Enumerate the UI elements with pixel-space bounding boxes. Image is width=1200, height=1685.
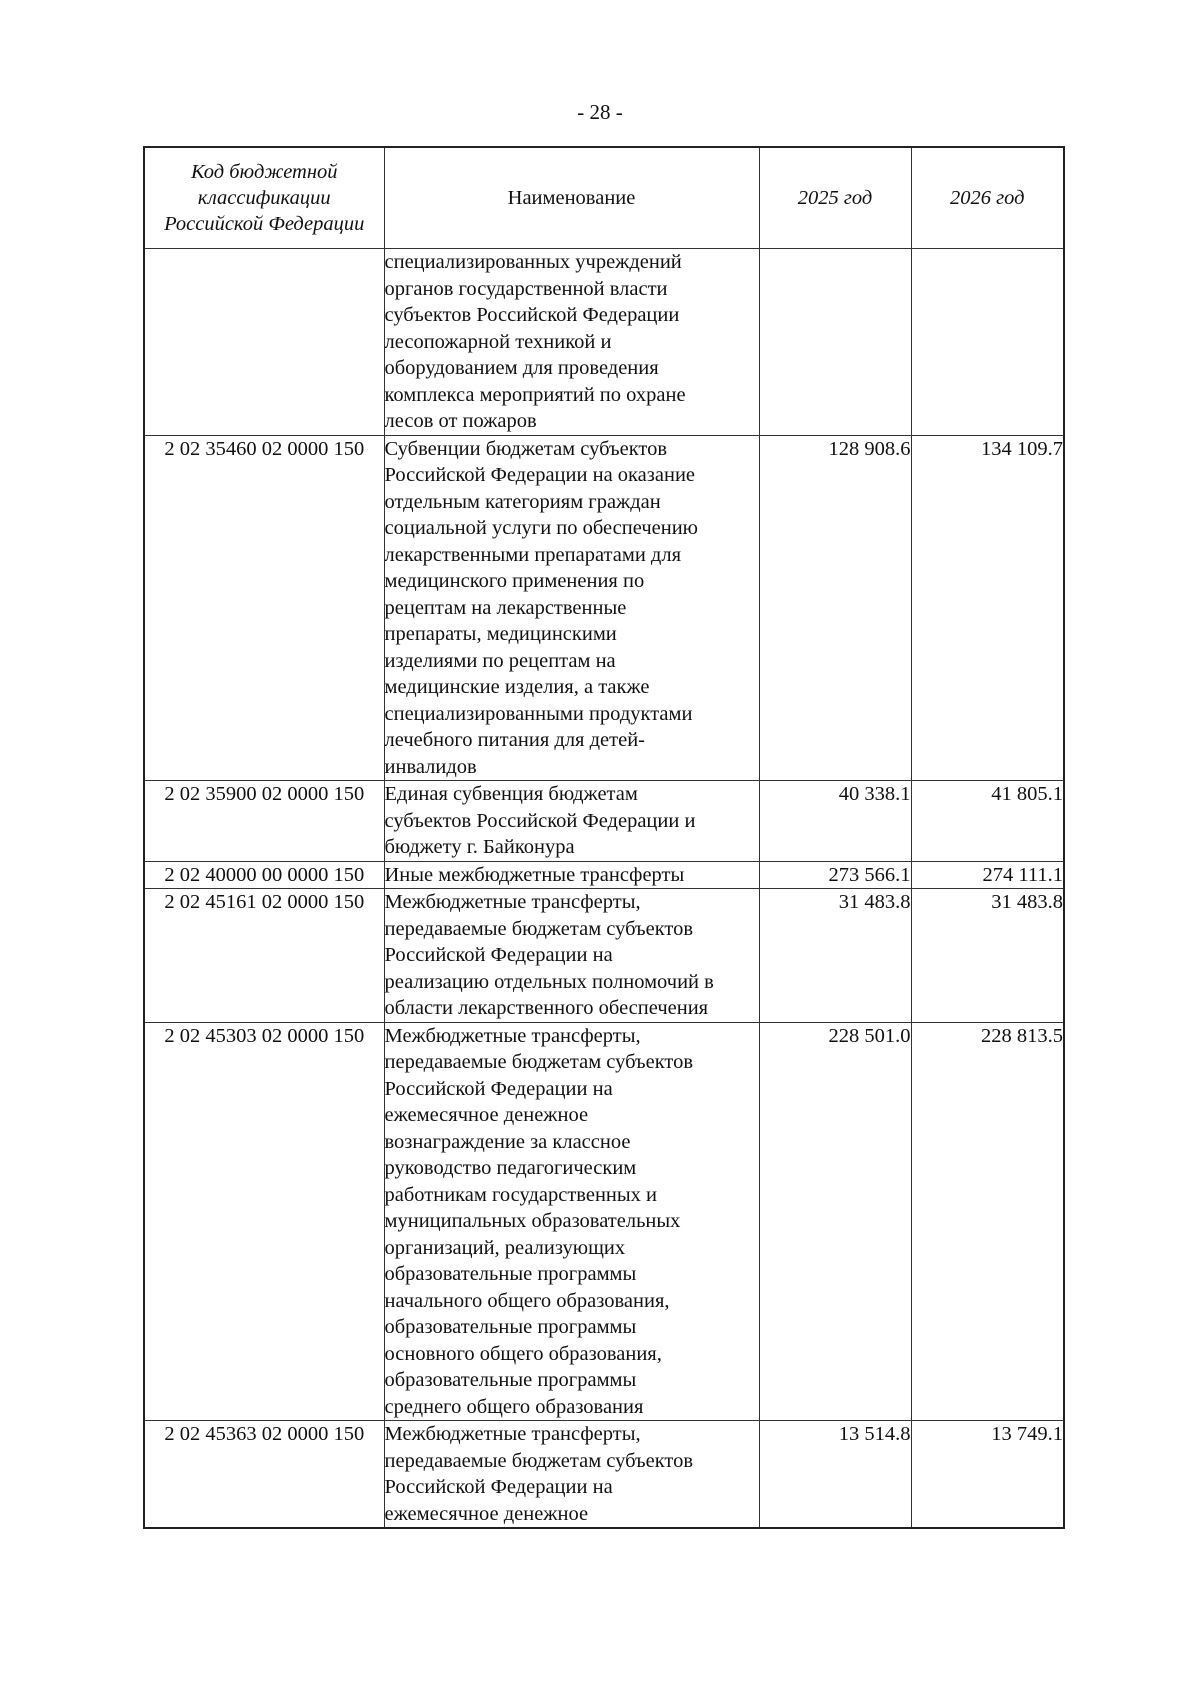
name-cell — [384, 781, 759, 862]
name-line: препараты, медицинскими — [384, 623, 617, 645]
name-line: органов государственной власти — [384, 277, 668, 300]
name-line: медицинские изделия, а также — [384, 676, 650, 698]
table-row — [144, 889, 1064, 1023]
name-line: комплекса мероприятий по охране — [384, 383, 686, 406]
table-row — [144, 1022, 1064, 1421]
name-line: Российской Федерации на — [384, 1476, 613, 1498]
name-line: бюджету г. Байконура — [384, 836, 575, 858]
name-line: среднего общего образования — [384, 1395, 644, 1418]
name-line: Иные межбюджетные трансферты — [384, 863, 685, 886]
name-line: Межбюджетные трансферты, — [384, 891, 641, 913]
name-line: муниципальных образовательных — [384, 1210, 681, 1232]
budget-code-cell: 2 02 45303 02 0000 150 — [144, 1022, 384, 1421]
name-line: Межбюджетные трансферты, — [384, 1423, 641, 1445]
value-2026-cell: 31 483.8 — [911, 889, 1064, 1023]
name-cell — [384, 435, 759, 781]
header-code-line-2: классификации — [197, 187, 331, 209]
header-code-line-3: Российской Федерации — [164, 213, 365, 235]
name-line: субъектов Российской Федерации — [384, 304, 680, 326]
value-2025-cell: 273 566.1 — [759, 861, 911, 889]
name-line: лекарственными препаратами для — [384, 543, 681, 566]
table-body — [144, 249, 1064, 1529]
budget-code-cell: 2 02 40000 00 0000 150 — [144, 861, 384, 889]
name-line: субъектов Российской Федерации и — [384, 809, 696, 832]
value-2026-cell: 134 109.7 — [911, 435, 1064, 781]
budget-code-cell: 2 02 35460 02 0000 150 — [144, 435, 384, 781]
name-line: рецептам на лекарственные — [384, 596, 627, 619]
name-line: Российской Федерации на — [384, 944, 613, 966]
name-line: передаваемые бюджетам субъектов — [384, 1051, 694, 1073]
table-row — [144, 435, 1064, 781]
header-name: Наименование — [384, 147, 759, 249]
value-2026-cell: 228 813.5 — [911, 1022, 1064, 1421]
table-row — [144, 781, 1064, 862]
name-line: Субвенции бюджетам субъектов — [384, 437, 668, 460]
name-line: образовательные программы — [384, 1369, 637, 1391]
value-2025-cell: 228 501.0 — [759, 1022, 911, 1421]
name-line: инвалидов — [384, 755, 477, 778]
name-line: изделиями по рецептам на — [384, 649, 616, 672]
name-line: социальной услуги по обеспечению — [384, 517, 698, 539]
table-row — [144, 249, 1064, 436]
name-line: образовательные программы — [384, 1316, 637, 1338]
budget-code-cell: 2 02 35900 02 0000 150 — [144, 781, 384, 862]
header-code-line-1: Код бюджетной — [190, 161, 338, 183]
name-line: лечебного питания для детей- — [384, 729, 645, 751]
name-line: Межбюджетные трансферты, — [384, 1024, 641, 1047]
value-2025-cell: 40 338.1 — [759, 781, 911, 862]
name-line: Российской Федерации на — [384, 1077, 613, 1100]
name-line: начального общего образования, — [384, 1289, 670, 1312]
name-line: лесопожарной техникой и — [384, 330, 612, 353]
table-header-row — [144, 147, 1064, 249]
name-cell — [384, 861, 759, 889]
header-year-2026: 2026 год — [911, 147, 1064, 249]
name-line: руководство педагогическим — [384, 1157, 637, 1179]
name-line: основного общего образования, — [384, 1342, 662, 1365]
name-line: лесов от пожаров — [384, 410, 537, 432]
name-line: оборудованием для проведения — [384, 357, 659, 379]
name-line: передаваемые бюджетам субъектов — [384, 1449, 694, 1472]
name-line: специализированными продуктами — [384, 702, 693, 725]
name-line: отдельным категориям граждан — [384, 490, 661, 513]
name-line: ежемесячное денежное — [384, 1104, 589, 1126]
name-line: работникам государственных и — [384, 1183, 658, 1206]
budget-code-cell: 2 02 45161 02 0000 150 — [144, 889, 384, 1023]
table-row — [144, 861, 1064, 889]
table-row — [144, 1421, 1064, 1529]
value-2026-cell: 41 805.1 — [911, 781, 1064, 862]
name-line: специализированных учреждений — [384, 251, 682, 273]
name-line: области лекарственного обеспечения — [384, 997, 709, 1019]
name-cell — [384, 889, 759, 1023]
value-2026-cell: 13 749.1 — [911, 1421, 1064, 1529]
name-cell — [384, 1421, 759, 1529]
value-2025-cell: 128 908.6 — [759, 435, 911, 781]
name-line: Российской Федерации на оказание — [384, 464, 696, 486]
name-line: Единая субвенция бюджетам — [384, 783, 638, 805]
header-year-2025: 2025 год — [759, 147, 911, 249]
name-line: образовательные программы — [384, 1263, 637, 1285]
value-2026-cell: 274 111.1 — [911, 861, 1064, 889]
header-code — [144, 147, 384, 249]
value-2025-cell: 31 483.8 — [759, 889, 911, 1023]
name-line: передаваемые бюджетам субъектов — [384, 917, 694, 940]
budget-code-cell — [144, 249, 384, 436]
name-line: ежемесячное денежное — [384, 1502, 589, 1525]
value-2025-cell — [759, 249, 911, 436]
name-line: медицинского применения по — [384, 570, 645, 592]
name-line: организаций, реализующих — [384, 1236, 626, 1259]
budget-table — [143, 146, 1065, 1529]
page-number: - 28 - — [577, 100, 623, 124]
name-line: вознаграждение за классное — [384, 1130, 631, 1153]
name-line: реализацию отдельных полномочий в — [384, 970, 714, 993]
budget-code-cell: 2 02 45363 02 0000 150 — [144, 1421, 384, 1529]
value-2026-cell — [911, 249, 1064, 436]
name-cell — [384, 249, 759, 436]
name-cell — [384, 1022, 759, 1421]
value-2025-cell: 13 514.8 — [759, 1421, 911, 1529]
